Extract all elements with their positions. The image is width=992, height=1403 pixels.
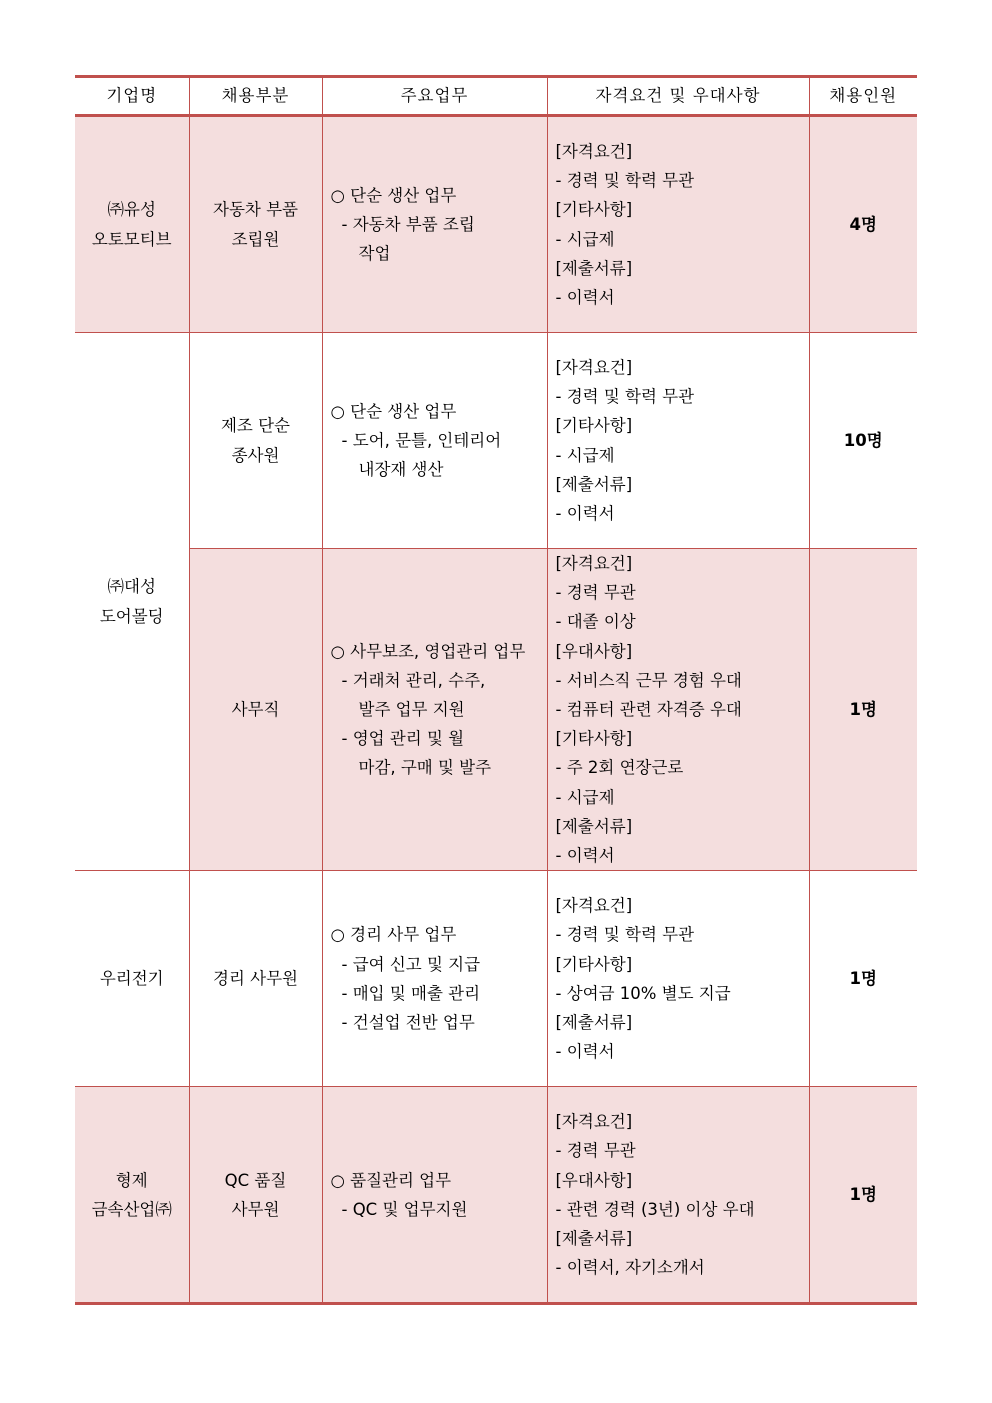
recruitment-table: [75, 75, 917, 1305]
duties-cell: ○ 사무보조, 영업관리 업무 - 거래처 관리, 수주, 발주 업무 지원 - 영업 관리 및 월 마감, 구매 및 발주: [322, 549, 547, 871]
duties-cell: ○ 단순 생산 업무 - 도어, 문틀, 인테리어 내장재 생산: [322, 333, 547, 549]
position-cell: 제조 단순 종사원: [189, 333, 322, 549]
company-cell: 형제 금속산업㈜: [75, 1087, 189, 1304]
position-cell: 경리 사무원: [189, 871, 322, 1087]
qualifications-cell: [자격요건] - 경력 무관 - 대졸 이상 [우대사항] - 서비스직 근무 경험 우대 - 컴퓨터 관련 자격증 우대 [기타사항] - 주 2회 연장근로 - 시급제 [제출서류] - 이력서: [547, 549, 809, 871]
header-company: 기업명: [75, 77, 189, 116]
qualifications-cell: [자격요건] - 경력 및 학력 무관 [기타사항] - 상여금 10% 별도 지급 [제출서류] - 이력서: [547, 871, 809, 1087]
qualifications-cell: [자격요건] - 경력 및 학력 무관 [기타사항] - 시급제 [제출서류] - 이력서: [547, 116, 809, 333]
qualifications-cell: [자격요건] - 경력 및 학력 무관 [기타사항] - 시급제 [제출서류] - 이력서: [547, 333, 809, 549]
qualifications-cell: [자격요건] - 경력 무관 [우대사항] - 관련 경력 (3년) 이상 우대 [제출서류] - 이력서, 자기소개서: [547, 1087, 809, 1304]
header-position: 채용부분: [189, 77, 322, 116]
company-cell: 우리전기: [75, 871, 189, 1087]
company-cell: ㈜대성 도어몰딩: [75, 333, 189, 871]
table-row: [75, 333, 917, 549]
header-row: [75, 77, 917, 116]
table-row: [75, 871, 917, 1087]
headcount-cell: 4명: [809, 116, 917, 333]
table-row: [75, 1087, 917, 1304]
position-cell: 자동차 부품 조립원: [189, 116, 322, 333]
headcount-cell: 1명: [809, 549, 917, 871]
headcount-cell: 1명: [809, 871, 917, 1087]
duties-cell: ○ 단순 생산 업무 - 자동차 부품 조립 작업: [322, 116, 547, 333]
company-cell: ㈜유성 오토모티브: [75, 116, 189, 333]
duties-cell: ○ 경리 사무 업무 - 급여 신고 및 지급 - 매입 및 매출 관리 - 건설업 전반 업무: [322, 871, 547, 1087]
headcount-cell: 1명: [809, 1087, 917, 1304]
header-duties: 주요업무: [322, 77, 547, 116]
position-cell: 사무직: [189, 549, 322, 871]
headcount-cell: 10명: [809, 333, 917, 549]
header-headcount: 채용인원: [809, 77, 917, 116]
position-cell: QC 품질 사무원: [189, 1087, 322, 1304]
table-row: [75, 116, 917, 333]
header-qualifications: 자격요건 및 우대사항: [547, 77, 809, 116]
duties-cell: ○ 품질관리 업무 - QC 및 업무지원: [322, 1087, 547, 1304]
table-row: [75, 549, 917, 871]
